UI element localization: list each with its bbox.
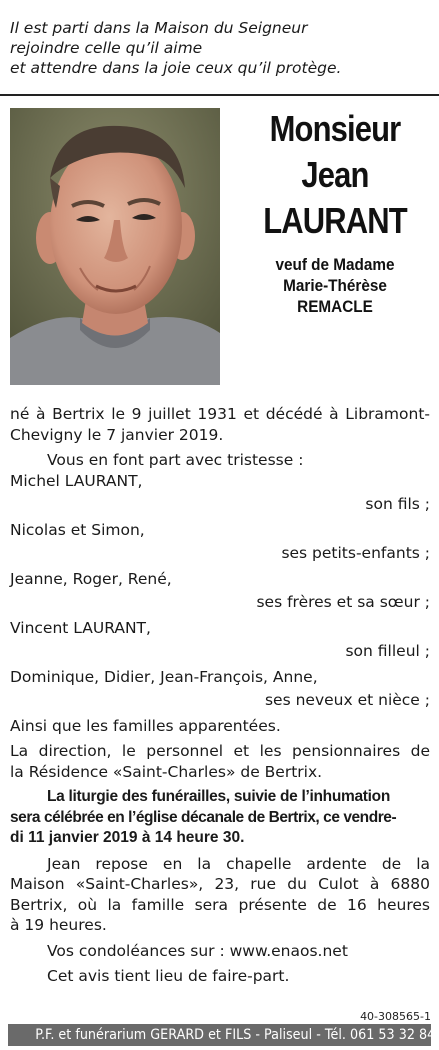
spouse-info	[235, 254, 435, 317]
spouse-line: veuf de Madame	[275, 255, 395, 274]
staff-line: La direction, le personnel et les pensionnaires de	[10, 742, 430, 760]
last-name: LAURANT	[263, 200, 407, 241]
quote-line: et attendre dans la joie ceux qu’il protège.	[10, 59, 342, 77]
quote-line: rejoindre celle qu’il aime	[10, 39, 203, 57]
staff-line: la Résidence «Saint-Charles» de Bertrix.	[10, 762, 323, 781]
family-relation: ses petits-enfants ;	[281, 544, 430, 562]
family-relation: son fils ;	[365, 495, 430, 513]
family-names: Michel LAURANT,	[10, 471, 143, 490]
name-title: Monsieur	[269, 108, 401, 149]
relatives-line: Ainsi que les familles apparentées.	[10, 716, 281, 735]
family-relation: son filleul ;	[345, 642, 430, 660]
funeral-home-banner	[8, 1024, 436, 1046]
family-names: Dominique, Didier, Jean-François, Anne,	[10, 667, 318, 686]
birth-line: né à Bertrix le 9 juillet 1931 et décédé à Libramont-	[10, 405, 430, 423]
rest-line: à 19 heures.	[10, 916, 107, 934]
family-names: Nicolas et Simon,	[10, 520, 145, 539]
family-relation: ses frères et sa sœur ;	[256, 593, 430, 611]
deceased-name	[235, 106, 435, 244]
notice-body	[10, 404, 430, 987]
notice-line: Cet avis tient lieu de faire-part.	[47, 967, 290, 985]
condolences-line: Vos condoléances sur : www.enaos.net	[47, 941, 348, 960]
reference-number: 40-308565-1	[360, 1010, 431, 1023]
family-names: Jeanne, Roger, René,	[10, 569, 172, 588]
spouse-line: Marie-Thérèse	[283, 276, 387, 295]
family-names: Vincent LAURANT,	[10, 618, 151, 637]
rest-line: Bertrix, où la famille sera présente de 16 heures	[10, 895, 430, 914]
funeral-home-text: P.F. et funérarium GERARD et FILS - Paliseul - Tél. 061 53 32 84	[35, 1027, 436, 1043]
portrait-photo	[10, 108, 220, 385]
announcement: Vous en font part avec tristesse :	[47, 451, 304, 469]
rest-line: Jean repose en la chapelle ardente de la	[47, 854, 430, 873]
rest-line: Maison «Saint-Charles», 23, rue du Culot à 6880	[10, 875, 430, 893]
first-name: Jean	[301, 154, 369, 195]
liturgy-line: La liturgie des funérailles, suivie de l’inhumation	[47, 788, 391, 805]
top-divider	[0, 94, 439, 96]
spouse-line: REMACLE	[297, 297, 373, 316]
quote-line: Il est parti dans la Maison du Seigneur	[10, 19, 308, 37]
birth-line: Chevigny le 7 janvier 2019.	[10, 425, 224, 444]
liturgy-line: di 11 janvier 2019 à 14 heure 30.	[10, 829, 245, 846]
opening-quote	[10, 18, 430, 78]
family-relation: ses neveux et nièce ;	[264, 691, 430, 709]
liturgy-line: sera célébrée en l’église décanale de Bertrix, ce vendre-	[10, 808, 397, 826]
